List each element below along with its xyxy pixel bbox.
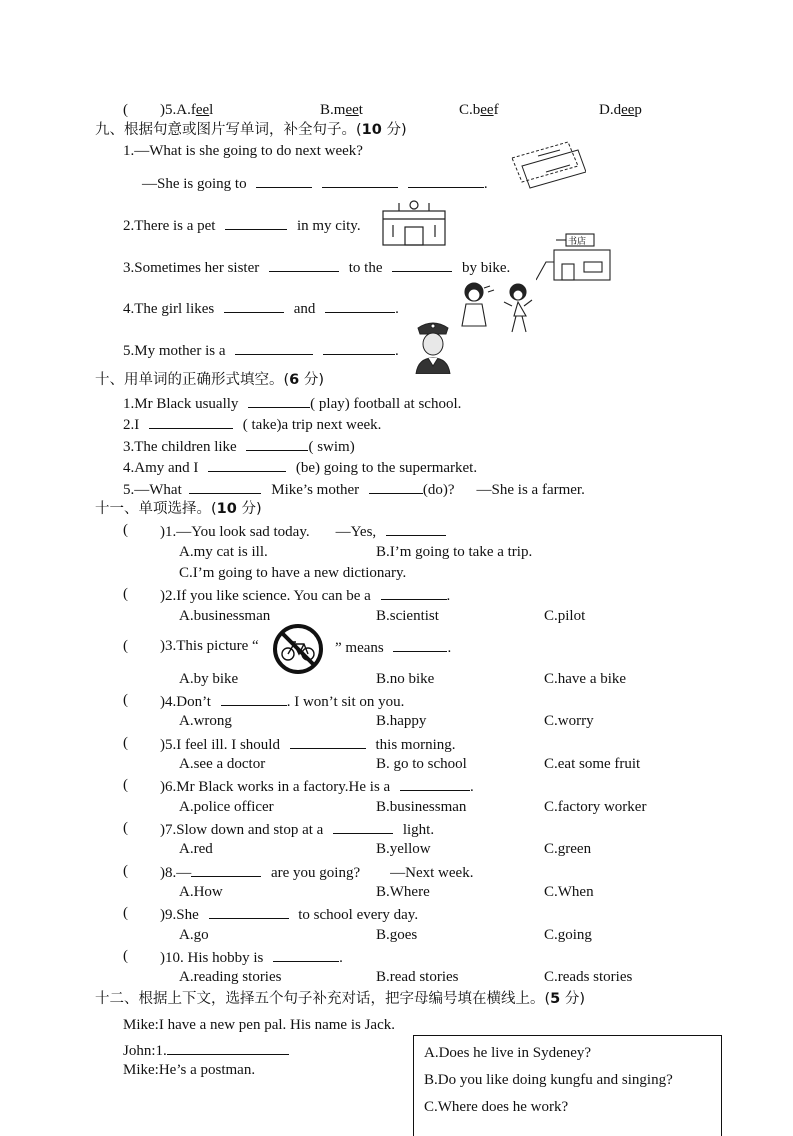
s11-q3-option-c: C.have a bike — [544, 671, 627, 687]
s11-q5-option-a: A.see a doctor — [179, 756, 266, 772]
s11-q1-option-a: A.my cat is ill. — [179, 544, 268, 560]
police-officer-icon — [412, 318, 454, 374]
s11-q3-option-a: A.by bike — [179, 671, 239, 687]
s11-q1-stem: )1.—You look sad today. —Yes, — [160, 521, 446, 541]
s11-q9-stem: )9.She to school every day. — [160, 904, 418, 924]
s9-q1-question: 1.—What is she going to do next week? — [123, 143, 363, 159]
q5-option-b: B.meet — [320, 102, 363, 118]
s11-q9-option-a: A.go — [179, 927, 209, 943]
section-12-title: 十二、根据上下文，选择五个句子补充对话，把字母编号填在横线上。(5 分) — [95, 991, 586, 1007]
s11-q2-option-b: B.scientist — [376, 608, 439, 624]
s10-q1: 1.Mr Black usually ( play) football at school. — [123, 393, 461, 413]
bookstore-icon — [536, 232, 612, 282]
s11-q7-option-c: C.green — [544, 841, 592, 857]
s11-q8-option-c: C.When — [544, 884, 594, 900]
no-bike-sign-icon — [272, 623, 324, 675]
svg-text:书店: 书店 — [568, 237, 587, 247]
s11-q6-option-a: A.police officer — [179, 799, 274, 815]
s9-q2: 2.There is a pet in my city. — [123, 215, 361, 235]
s11-q3-stem-post: ” means . — [335, 637, 451, 657]
dialogue-line-1: Mike:I have a new pen pal. His name is Jack. — [123, 1017, 395, 1033]
option-a: A.Does he live in Sydeney? — [424, 1045, 592, 1061]
s11-q5-option-c: C.eat some fruit — [544, 756, 641, 772]
s11-q2-option-a: A.businessman — [179, 608, 271, 624]
s11-q10-option-b: B.read stories — [376, 969, 459, 985]
s11-q7-option-b: B.yellow — [376, 841, 431, 857]
s11-q1-option-b: B.I’m going to take a trip. — [376, 544, 533, 560]
s11-q3-paren: ( — [123, 638, 128, 654]
s10-q3: 3.The children like ( swim) — [123, 436, 355, 456]
option-c: C.Where does he work? — [424, 1099, 569, 1115]
s11-q8-option-b: B.Where — [376, 884, 430, 900]
s9-q3: 3.Sometimes her sister to the by bike. — [123, 257, 510, 277]
q5-paren: ( — [123, 102, 128, 118]
s11-q5-option-b: B. go to school — [376, 756, 467, 772]
ticket-icon — [508, 136, 586, 190]
s11-q7-option-a: A.red — [179, 841, 213, 857]
s11-q3-stem-pre: )3.This picture “ — [160, 638, 259, 654]
s10-q4: 4.Amy and I (be) going to the supermarket. — [123, 457, 477, 477]
section-9-title: 九、根据句意或图片写单词，补全句子。(10 分) — [95, 122, 407, 138]
q5-option-c: C.beef — [459, 102, 499, 118]
s11-q10-option-a: A.reading stories — [179, 969, 282, 985]
s11-q1-option-c: C.I’m going to have a new dictionary. — [179, 565, 407, 581]
s11-q8-paren: ( — [123, 863, 128, 879]
s11-q4-stem: )4.Don’t . I won’t sit on you. — [160, 691, 404, 711]
s11-q1-paren: ( — [123, 522, 128, 538]
s11-q6-paren: ( — [123, 777, 128, 793]
s11-q5-paren: ( — [123, 735, 128, 751]
s10-q5: 5.—What Mike’s mother (do)? —She is a farmer. — [123, 479, 585, 499]
s11-q7-paren: ( — [123, 820, 128, 836]
pet-hospital-icon — [381, 197, 447, 247]
s10-q2: 2.I ( take)a trip next week. — [123, 414, 381, 434]
s11-q8-stem: )8.— are you going? —Next week. — [160, 862, 473, 882]
s11-q10-stem: )10. His hobby is . — [160, 947, 343, 967]
section-10-title: 十、用单词的正确形式填空。(6 分) — [95, 372, 325, 388]
s11-q4-option-b: B.happy — [376, 713, 427, 729]
s11-q3-option-b: B.no bike — [376, 671, 435, 687]
s11-q7-stem: )7.Slow down and stop at a light. — [160, 819, 434, 839]
dialogue-line-3: Mike:He’s a postman. — [123, 1062, 256, 1078]
s11-q4-option-c: C.worry — [544, 713, 594, 729]
s11-q10-paren: ( — [123, 948, 128, 964]
dialogue-line-2: John:1. — [123, 1040, 289, 1060]
s11-q5-stem: )5.I feel ill. I should this morning. — [160, 734, 456, 754]
s11-q9-option-c: C.going — [544, 927, 592, 943]
s11-q9-paren: ( — [123, 905, 128, 921]
s9-q4: 4.The girl likes and . — [123, 298, 399, 318]
section-11-title: 十一、单项选择。(10 分) — [95, 501, 262, 517]
s11-q2-paren: ( — [123, 586, 128, 602]
s9-q5: 5.My mother is a . — [123, 340, 399, 360]
girl-singing-dancing-icon — [456, 278, 538, 336]
s11-q6-option-b: B.businessman — [376, 799, 467, 815]
s11-q6-option-c: C.factory worker — [544, 799, 647, 815]
option-b: B.Do you like doing kungfu and singing? — [424, 1072, 673, 1088]
s11-q10-option-c: C.reads stories — [544, 969, 633, 985]
s11-q6-stem: )6.Mr Black works in a factory.He is a . — [160, 776, 474, 796]
q5-option-a: )5.A.feel — [160, 102, 214, 118]
s9-q1-answer: —She is going to . — [142, 173, 488, 193]
s11-q4-paren: ( — [123, 692, 128, 708]
s11-q4-option-a: A.wrong — [179, 713, 232, 729]
s11-q9-option-b: B.goes — [376, 927, 418, 943]
q5-option-d: D.deep — [599, 102, 642, 118]
s11-q8-option-a: A.How — [179, 884, 223, 900]
s11-q2-option-c: C.pilot — [544, 608, 586, 624]
s11-q2-stem: )2.If you like science. You can be a . — [160, 585, 450, 605]
